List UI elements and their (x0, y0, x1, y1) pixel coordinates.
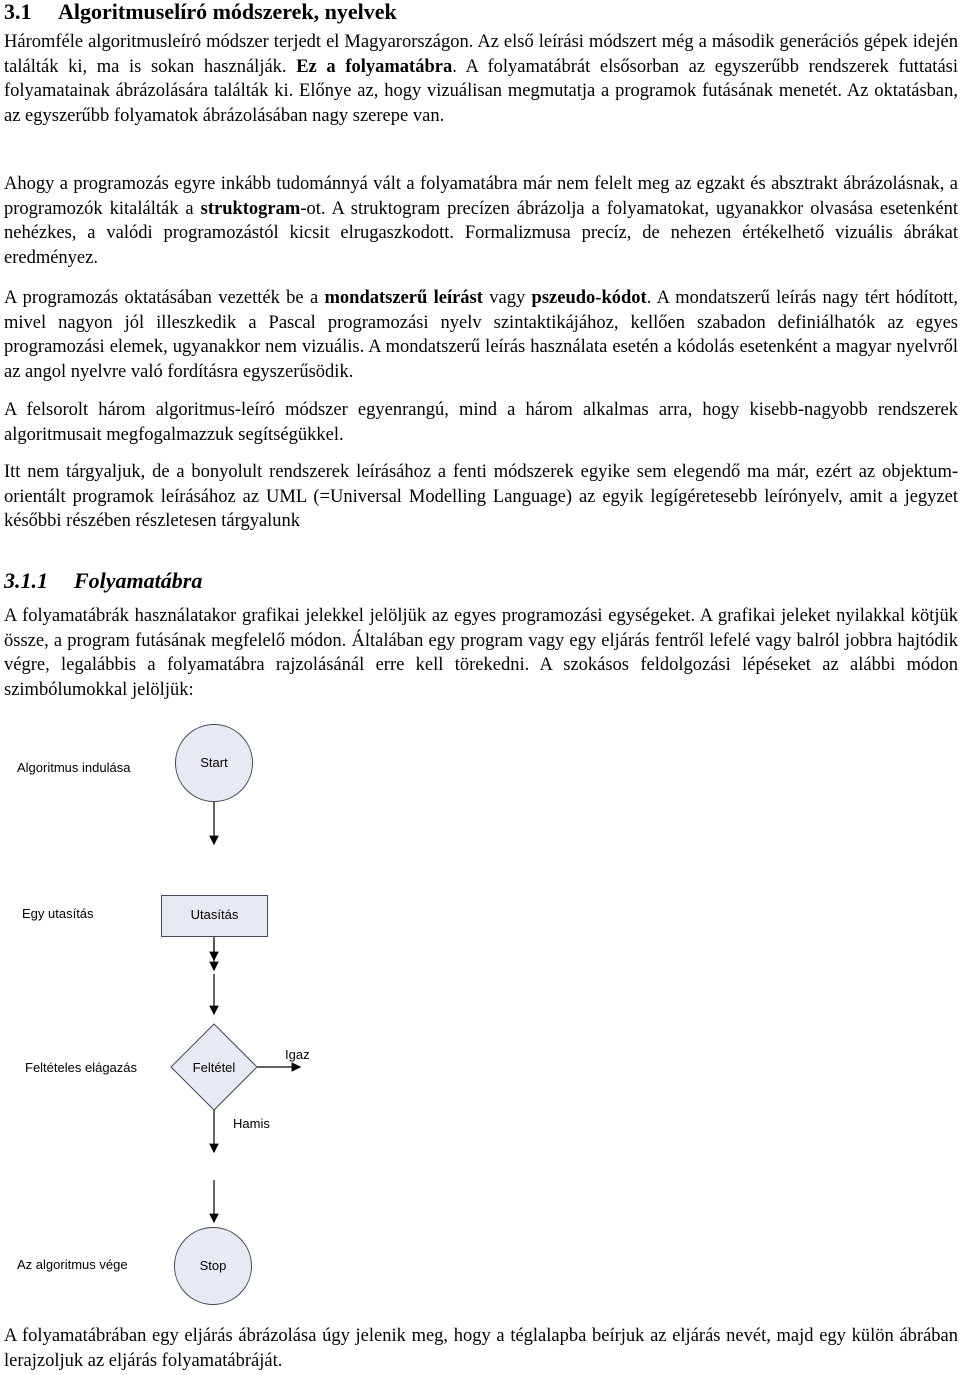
paragraph-struktogram (4, 172, 958, 270)
p1-text-a: Háromféle algoritmusleíró módszer terjedt el Magyarországon. Az első leírási módszert még a második generációs gépek idején találták ki, ma is sokan használják. (4, 32, 958, 77)
section-heading (4, 0, 397, 24)
p3-text-e: . A mondatszerű leírás nagy tért hódított, mivel nagyon jól illeszkedik a Pascal programozási nyelv szintaktikájához, kellően szabadon definiálhatók az egyes programozási elemek, ugyanakkor nem vizuális. A mondatszerű leírás használata esetén a kódolás esetenként a magyar nyelvről az angol nyelvre való fordításra egyszerűsödik. (4, 288, 958, 382)
decision-false-label: Hamis (233, 1116, 270, 1131)
p1-bold-folyamatabra: Ez a folyamatábra (296, 56, 453, 77)
start-symbol-label: Algoritmus indulása (17, 760, 131, 775)
p3-text-a: A programozás oktatásában vezették be a (4, 288, 325, 308)
paragraph-uml: Itt nem tárgyaljuk, de a bonyolult rendszerek leírásához a fenti módszerek egyike sem elegendő ma már, ezért az objektum-orientált programok leírásához az UML (=Universal Modelling Language) az egyik legígéretesebb leírónyelv, amit a jegyzet későbbi részében részletesen tárgyalunk (4, 462, 958, 531)
decision-true-label: Igaz (285, 1047, 310, 1062)
end-terminal-text: Stop (199, 1258, 227, 1273)
paragraph-equal-methods: A felsorolt három algoritmus-leíró módszer egyenrangú, mind a három alkalmas arra, hogy kisebb-nagyobb rendszerek algoritmusait megfogalmazzuk segítségükkel. (4, 400, 958, 445)
p3-bold-pszeudo: pszeudo-kódot (531, 288, 647, 308)
paragraph-intro (4, 30, 958, 128)
end-symbol-label: Az algoritmus vége (17, 1257, 128, 1272)
flowchart-connectors (0, 700, 960, 1315)
paragraph-flowchart-intro: A folyamatábrák használatakor grafikai jelekkel jelöljük az egyes programozási egységeket. A grafikai jeleket nyilakkal kötjük össze, a program futásának megfelelő módon. Általában egy program vagy egy eljárás fentről lefelé vagy balról jobbra hajtódik végre, legalábbis a folyamatábra rajzolásánál erre kell törekedni. A szokásos feldolgozási lépéseket az alábbi módon szimbólumokkal jelöljük: (4, 606, 958, 700)
start-terminal-text: Start (200, 755, 228, 770)
p3-bold-mondatszeru: mondatszerű leírást (324, 288, 483, 308)
paragraph-pseudocode (4, 286, 958, 384)
subsection-heading (4, 568, 202, 594)
flowchart-diagram (0, 700, 960, 1315)
subsection-title: Folyamatábra (74, 568, 203, 593)
p2-bold-struktogram: struktogram (200, 198, 301, 219)
section-title: Algoritmuselíró módszerek, nyelvek (58, 0, 397, 24)
paragraph-procedure: A folyamatábrában egy eljárás ábrázolása úgy jelenik meg, hogy a téglalapba beírjuk az eljárás nevét, majd egy külön ábrában lerajzoljuk az eljárás folyamatábráját. (4, 1326, 958, 1371)
section-number: 3.1 (4, 0, 32, 24)
p2-text-a: Ahogy a programozás egyre inkább tudománnyá vált a folyamatábra már nem felelt meg az egzakt és absztrakt ábrázolásnak, a programozók kitalálták a (4, 174, 958, 219)
p2-text-c: -ot. A struktogram precízen ábrázolja a folyamatokat, ugyanakkor olvasása esetenként nehézkes, a valódi programozástól kicsit elrugaszkodott. Formalizmusa precíz, de nehezen értékelhető vizuális ábrákat eredményez. (4, 198, 958, 268)
decision-symbol-label: Feltételes elágazás (25, 1060, 138, 1075)
decision-text: Feltétel (192, 1060, 236, 1075)
statement-symbol-label: Egy utasítás (22, 906, 94, 921)
p1-text-c: . A folyamatábrát elsősorban az egyszerűbb rendszerek futtatási folyamatainak ábrázolására találták ki. Előnye az, hogy vizuálisan megmutatja a programok futásának menetét. Az oktatásban, az egyszerűbb folyamatok ábrázolásában nagy szerepe van. (4, 56, 958, 126)
p3-text-c: vagy (482, 288, 532, 308)
subsection-number: 3.1.1 (4, 568, 48, 593)
statement-process-text: Utasítás (190, 907, 239, 922)
